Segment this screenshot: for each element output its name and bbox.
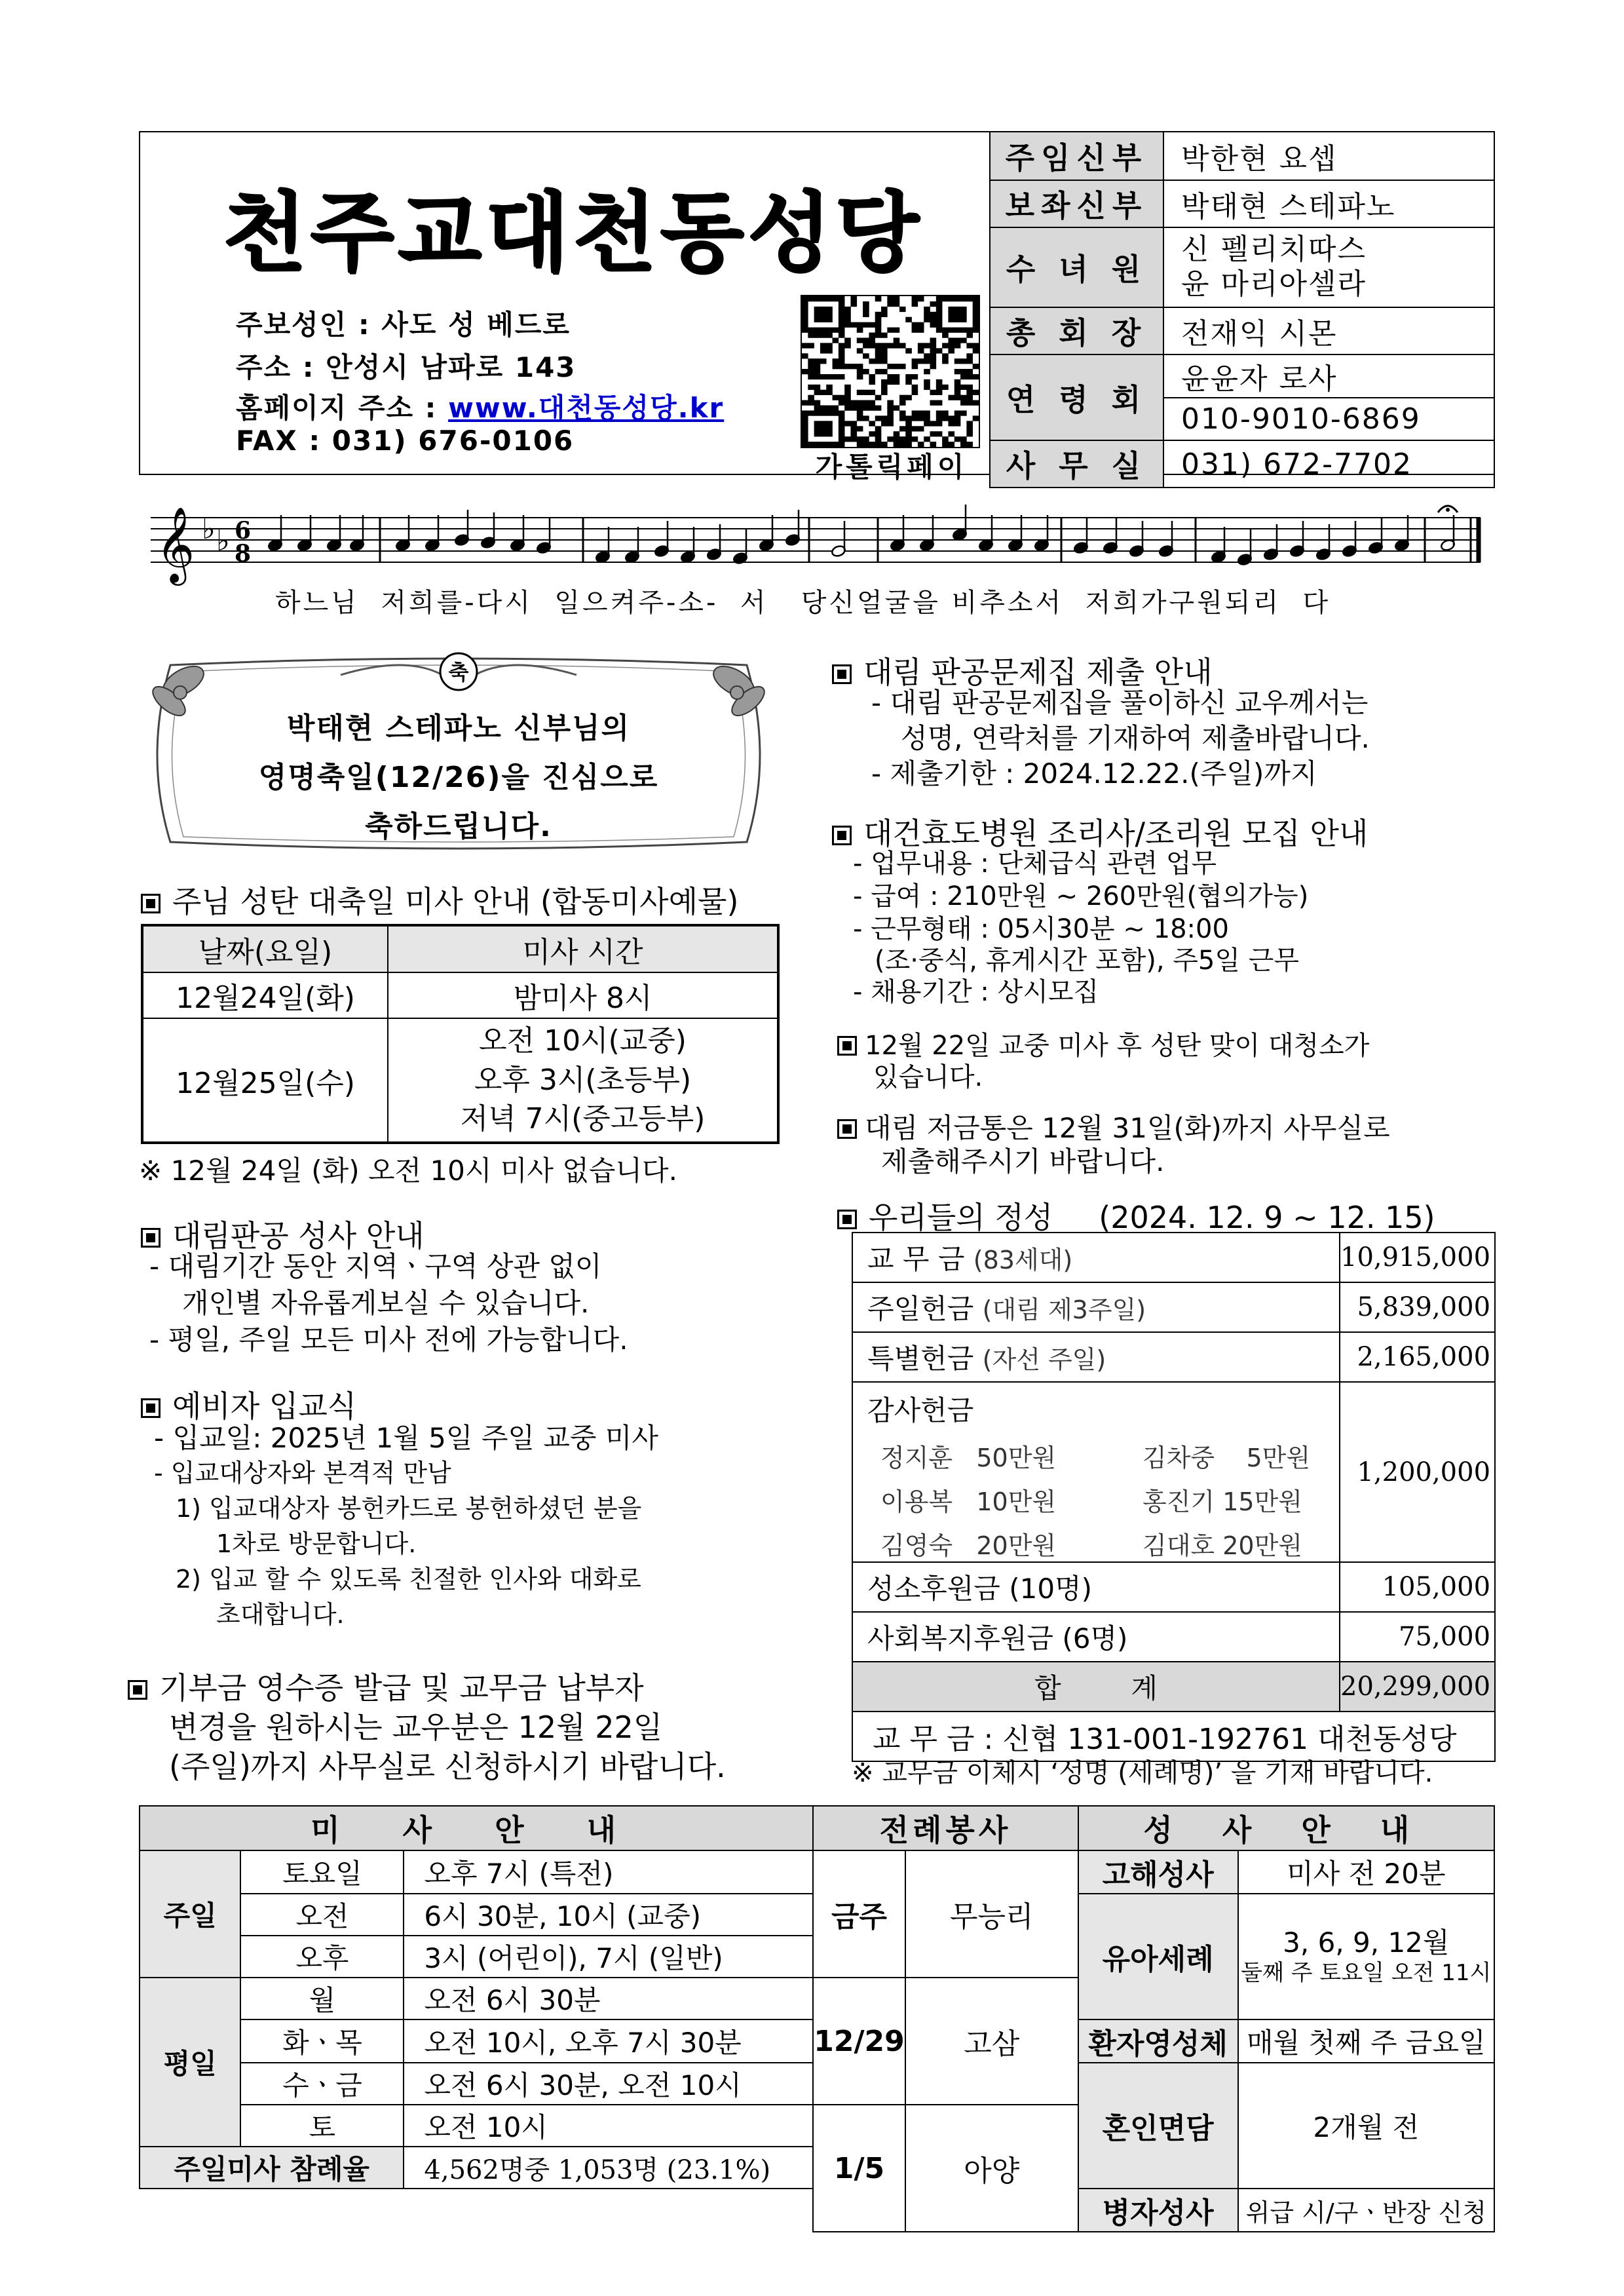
- qr-code-icon[interactable]: [801, 295, 980, 448]
- staff-table: [989, 131, 1495, 488]
- mass-day: 수ㆍ금: [240, 2063, 404, 2105]
- sacrament-name: 병자성사: [1078, 2189, 1238, 2232]
- offering-value: 75,000: [1340, 1612, 1495, 1662]
- staff-name: [1163, 227, 1494, 307]
- receipt-title: [128, 1664, 644, 1708]
- staff-name: 박한현 요셉: [1163, 132, 1494, 180]
- catechumen-line: 1차로 방문합니다.: [216, 1529, 417, 1558]
- hiring-line: - 채용기간 : 상시모집: [853, 977, 1099, 1007]
- hiring-line: - 업무내용 : 단체급식 관련 업무: [853, 849, 1217, 879]
- service-group: 아양: [905, 2105, 1078, 2232]
- mass-time: 오후 7시 (특전): [404, 1850, 813, 1894]
- advent-quiz-title-text: 대림 판공문제집 제출 안내: [863, 655, 1213, 690]
- address: 주소 : 안성시 남파로 143: [236, 351, 576, 383]
- badge-text: 축: [448, 660, 469, 685]
- mass-day: 토: [240, 2105, 404, 2147]
- mass-time: 오전 10시, 오후 7시 30분: [404, 2019, 813, 2063]
- cleaning-line: 있습니다.: [873, 1062, 983, 1092]
- time-signature: 8: [235, 540, 252, 567]
- staff-role: 주임신부: [990, 132, 1163, 180]
- offering-row: [852, 1282, 1340, 1332]
- flat-icon: ♭: [216, 524, 230, 558]
- baptism-months: 3, 6, 9, 12월: [1283, 1926, 1450, 1959]
- checkbox-square-icon: [141, 1228, 161, 1248]
- service-header: 전례봉사: [813, 1806, 1078, 1850]
- total-label: 합 계: [852, 1662, 1340, 1712]
- service-group: 고삼: [905, 1978, 1078, 2105]
- homepage-link[interactable]: www.대천동성당.kr: [448, 392, 725, 424]
- donor: [880, 1525, 1142, 1561]
- offering-note: ※ 교무금 이체시 ‘성명 (세례명)’ 을 기재 바랍니다.: [852, 1758, 1433, 1788]
- celebration-line-3: 축하드립니다.: [365, 810, 552, 843]
- checkbox-square-icon: [837, 1119, 857, 1139]
- mass-day: 오후: [240, 1936, 404, 1978]
- staff-role: 총 회 장: [990, 307, 1163, 354]
- spacer: [140, 2189, 813, 2232]
- hiring-title-text: 대건효도병원 조리사/조리원 모집 안내: [863, 816, 1369, 851]
- staff-role: 수 녀 원: [990, 227, 1163, 307]
- col-time: 미사 시간: [388, 925, 778, 972]
- row2-time: 오후 3시(초등부): [474, 1063, 692, 1097]
- catechumen-line: 1) 입교대상자 봉헌카드로 봉헌하셨던 분을: [176, 1494, 642, 1523]
- donor-name: 김대호: [1142, 1531, 1215, 1560]
- staff-phone: 010-9010-6869: [1163, 398, 1494, 440]
- row2-time: 저녁 7시(중고등부): [460, 1102, 706, 1136]
- staff-name: 박태현 스테파노: [1163, 180, 1494, 227]
- staff-name: 031) 672-7702: [1163, 440, 1494, 488]
- parish-title: 천주교대천동성당: [223, 182, 923, 284]
- row2-times: [388, 1018, 778, 1143]
- staff-role: 보좌신부: [990, 180, 1163, 227]
- weekday-label: 평일: [140, 1978, 240, 2147]
- advent-quiz-line: - 대림 판공문제집을 풀이하신 교우께서는: [871, 687, 1369, 719]
- mass-time: 오전 6시 30분, 오전 10시: [404, 2063, 813, 2105]
- sacrament-info: 2개월 전: [1238, 2063, 1494, 2189]
- savings-line: 대림 저금통은 12월 31일(화)까지 사무실로: [865, 1112, 1390, 1144]
- sister-1: 신 펠리치따스: [1181, 233, 1367, 267]
- row1-date: 12월24일(화): [142, 972, 388, 1018]
- treble-clef-icon: 𝄞: [156, 506, 195, 583]
- mass-time: 오전 6시 30분: [404, 1978, 813, 2019]
- homepage-line: [236, 387, 724, 426]
- account-info: 교 무 금 : 신협 131-001-192761 대천동성당: [852, 1712, 1495, 1761]
- offering-title: [837, 1194, 1435, 1237]
- donor: [1142, 1482, 1339, 1518]
- donor: [880, 1438, 1142, 1474]
- receipt-line: 변경을 원하시는 교우분은 12월 22일: [169, 1710, 663, 1745]
- row1-time: 밤미사 8시: [388, 972, 778, 1018]
- sacrament-info: 위급 시/구ㆍ반장 신청: [1238, 2189, 1494, 2232]
- sacrament-header: 성 사 안 내: [1078, 1806, 1494, 1850]
- staff-name: 윤윤자 로사: [1163, 354, 1494, 398]
- service-group: 무능리: [905, 1850, 1078, 1978]
- receipt-line: 기부금 영수증 발급 및 교무금 납부자: [159, 1670, 644, 1706]
- qr-label: 가톨릭페이: [815, 451, 968, 483]
- hiring-line: (조·중식, 휴게시간 포함), 주5일 근무: [875, 946, 1299, 976]
- catechumen-line: - 입교일: 2025년 1월 5일 주일 교중 미사: [154, 1422, 658, 1454]
- offering-sub: (자선 주일): [982, 1345, 1106, 1374]
- offering-label: 특별헌금: [867, 1343, 974, 1375]
- checkbox-square-icon: [837, 1036, 857, 1056]
- checkbox-square-icon: [141, 894, 161, 913]
- mass-day: 오전: [240, 1894, 404, 1936]
- sacrament-name: 혼인면담: [1078, 2063, 1238, 2189]
- confession-title-text: 대림판공 성사 안내: [172, 1218, 425, 1253]
- catechumen-line: 초대합니다.: [216, 1600, 345, 1629]
- offering-sub: (대림 제3주일): [982, 1295, 1146, 1324]
- checkbox-square-icon: [141, 1398, 161, 1418]
- sacrament-name: 고해성사: [1078, 1850, 1238, 1894]
- offering-value: 5,839,000: [1340, 1282, 1495, 1332]
- mass-day: 월: [240, 1978, 404, 2019]
- offering-label: 주일헌금: [867, 1293, 974, 1325]
- offering-row: [852, 1332, 1340, 1382]
- catechumen-line: - 입교대상자와 본격적 만남: [154, 1459, 451, 1487]
- advent-quiz-line: - 제출기한 : 2024.12.22.(주일)까지: [871, 757, 1317, 790]
- mass-day: 토요일: [240, 1850, 404, 1894]
- donor-amount: 20만원: [1222, 1531, 1302, 1560]
- sunday-label: 주일: [140, 1850, 240, 1978]
- staff-name: 전재익 시몬: [1163, 307, 1494, 354]
- attendance-value: 4,562명중 1,053명 (23.1%): [404, 2147, 813, 2189]
- savings-line: 제출해주시기 바랍니다.: [881, 1145, 1165, 1177]
- donor-amount: 50만원: [976, 1444, 1057, 1472]
- offering-period: (2024. 12. 9 ~ 12. 15): [1099, 1200, 1435, 1235]
- cleaning-line: 12월 22일 교중 미사 후 성탄 맞이 대청소가: [865, 1031, 1370, 1061]
- attendance-label: 주일미사 참례율: [140, 2147, 404, 2189]
- offering-label: 감사헌금: [867, 1394, 974, 1426]
- checkbox-square-icon: [832, 826, 852, 845]
- catechumen-title-text: 예비자 입교식: [172, 1388, 357, 1424]
- celebration-line-2: 영명축일(12/26)을 진심으로: [258, 761, 659, 794]
- offering-label: 사회복지후원금 (6명): [852, 1612, 1340, 1662]
- christmas-title: [141, 878, 738, 921]
- donor: [1142, 1525, 1339, 1561]
- mass-time: 3시 (어린이), 7시 (일반): [404, 1936, 813, 1978]
- offering-table: [852, 1232, 1496, 1762]
- offering-row: [852, 1233, 1340, 1282]
- catechumen-title: [141, 1383, 356, 1426]
- donor-grid: [867, 1438, 1339, 1561]
- christmas-note: ※ 12월 24일 (화) 오전 10시 미사 없습니다.: [139, 1155, 677, 1187]
- service-week: 12/29: [813, 1978, 905, 2105]
- col-date: 날짜(요일): [142, 925, 388, 972]
- mass-time: 오전 10시: [404, 2105, 813, 2147]
- offering-sub: (83세대): [973, 1246, 1073, 1274]
- catechumen-line: 2) 입교 할 수 있도록 친절한 인사와 대화로: [176, 1565, 641, 1594]
- offering-value: 105,000: [1340, 1562, 1495, 1612]
- row2-date: 12월25일(수): [142, 1018, 388, 1143]
- staff-role: 사 무 실: [990, 440, 1163, 488]
- patron-saint: 주보성인 : 사도 성 베드로: [236, 309, 571, 341]
- confession-line: - 대림기간 동안 지역ㆍ구역 상관 없이: [149, 1250, 602, 1282]
- donor-name: 김차중: [1142, 1444, 1215, 1472]
- sacrament-name: 환자영성체: [1078, 2019, 1238, 2063]
- flat-icon: ♭: [202, 512, 216, 546]
- confession-line: - 평일, 주일 모든 미사 전에 가능합니다.: [149, 1324, 628, 1356]
- fax: FAX : 031) 676-0106: [236, 425, 575, 457]
- offering-value: 10,915,000: [1340, 1233, 1495, 1282]
- cleaning-notice: [837, 1029, 1369, 1063]
- offering-value: 2,165,000: [1340, 1332, 1495, 1382]
- row2-time: 오전 10시(교중): [479, 1024, 687, 1058]
- donor-name: 이용복: [880, 1487, 953, 1516]
- sacrament-name: 유아세례: [1078, 1894, 1238, 2019]
- donor-amount: 10만원: [976, 1487, 1057, 1516]
- checkbox-square-icon: [128, 1680, 147, 1700]
- offering-title-text: 우리들의 정성: [869, 1200, 1053, 1235]
- sacrament-info: [1238, 1894, 1494, 2019]
- donor-amount: 5만원: [1246, 1444, 1311, 1472]
- baptism-time: 둘째 주 토요일 오전 11시: [1241, 1959, 1492, 1986]
- donor-name: 정지훈: [880, 1444, 953, 1472]
- receipt-line: (주일)까지 사무실로 신청하시기 바랍니다.: [169, 1749, 726, 1784]
- schedule-table: [139, 1805, 1495, 2232]
- service-week: 1/5: [813, 2105, 905, 2232]
- lyrics: 하느님 저희를-다시 일으켜주-소- 서 당신얼굴을 비추소서 저희가구원되리 다: [275, 588, 1331, 618]
- christmas-mass-table: [141, 924, 780, 1144]
- sacrament-info: 미사 전 20분: [1238, 1850, 1494, 1894]
- donor-name: 홍진기: [1142, 1487, 1215, 1516]
- mass-header: 미 사 안 내: [140, 1806, 813, 1850]
- service-week: 금주: [813, 1850, 905, 1978]
- advent-quiz-line: 성명, 연락처를 기재하여 제출바랍니다.: [901, 722, 1370, 754]
- christmas-title-text: 주님 성탄 대축일 미사 안내 (합동미사예물): [172, 884, 739, 919]
- offering-label: 성소후원금 (10명): [852, 1562, 1340, 1612]
- confession-line: 개인별 자유롭게보실 수 있습니다.: [182, 1287, 590, 1319]
- staff-role: 연 령 회: [990, 354, 1163, 440]
- celebration-line-1: 박태현 스테파노 신부님의: [286, 712, 631, 745]
- thanks-offering-cell: [852, 1382, 1340, 1562]
- mass-time: 6시 30분, 10시 (교중): [404, 1894, 813, 1936]
- hiring-line: - 근무형태 : 05시30분 ~ 18:00: [853, 914, 1229, 944]
- offering-value: 1,200,000: [1340, 1382, 1495, 1562]
- homepage-label: 홈페이지 주소 :: [236, 392, 449, 424]
- hiring-line: - 급여 : 210만원 ~ 260만원(협의가능): [853, 881, 1309, 911]
- time-signature: 6: [235, 517, 252, 545]
- savings-notice: [837, 1111, 1390, 1147]
- checkbox-square-icon: [837, 1210, 857, 1229]
- mass-day: 화ㆍ목: [240, 2019, 404, 2063]
- checkbox-square-icon: [832, 664, 852, 684]
- donor: [880, 1482, 1142, 1518]
- total-value: 20,299,000: [1340, 1662, 1495, 1712]
- donor-amount: 15만원: [1222, 1487, 1302, 1516]
- offering-label: 교 무 금: [867, 1243, 965, 1275]
- sacrament-info: 매월 첫째 주 금요일: [1238, 2019, 1494, 2063]
- donor-name: 김영숙: [880, 1531, 953, 1560]
- donor-amount: 20만원: [976, 1531, 1057, 1560]
- donor: [1142, 1438, 1339, 1474]
- sister-2: 윤 마리아셀라: [1181, 267, 1367, 301]
